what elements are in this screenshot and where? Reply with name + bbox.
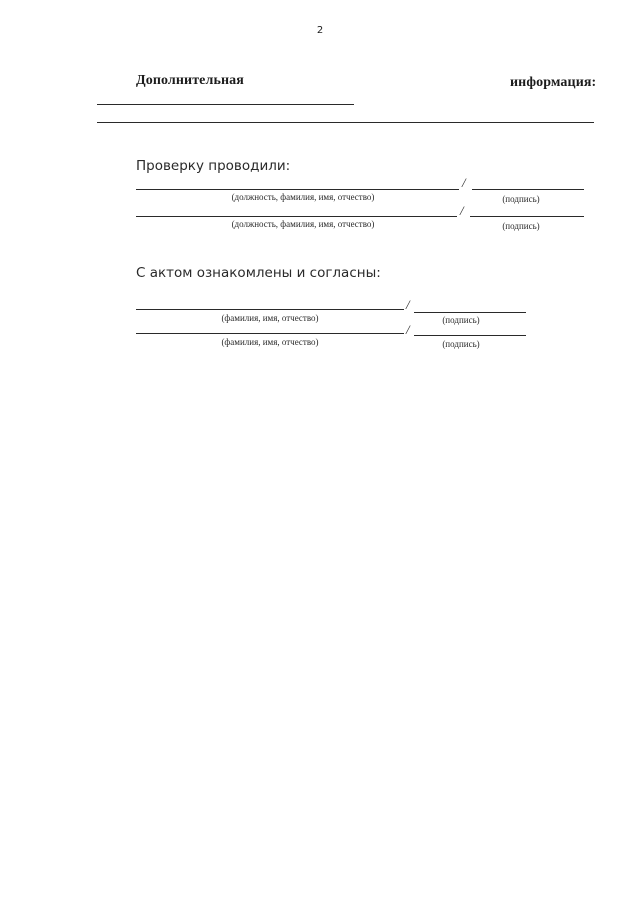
additional-info-line-2 xyxy=(97,122,594,123)
acknowledgement-separator: / xyxy=(406,297,410,312)
inspection-separator: / xyxy=(462,175,466,190)
acknowledgement-separator: / xyxy=(406,322,410,337)
inspection-name-caption: (должность, фамилия, имя, отчество) xyxy=(231,192,375,202)
additional-info-line-1 xyxy=(97,104,354,105)
inspection-signature-caption: (подпись) xyxy=(502,194,540,204)
inspection-name-line xyxy=(136,216,457,217)
inspection-signature-caption: (подпись) xyxy=(502,221,540,231)
additional-info-label-left: Дополнительная xyxy=(136,73,244,88)
acknowledgement-signature-line xyxy=(414,312,526,313)
acknowledgement-name-line xyxy=(136,309,404,310)
page-number: 2 xyxy=(316,25,324,36)
acknowledgement-signature-line xyxy=(414,335,526,336)
inspection-separator: / xyxy=(460,203,464,218)
additional-info-label-right: информация: xyxy=(510,75,597,90)
acknowledgement-signature-caption: (подпись) xyxy=(442,339,480,349)
inspection-signature-line xyxy=(470,216,584,217)
acknowledgement-title: С актом ознакомлены и согласны: xyxy=(136,265,381,281)
inspection-name-line xyxy=(136,189,459,190)
inspection-signature-line xyxy=(472,189,584,190)
acknowledgement-signature-caption: (подпись) xyxy=(442,315,480,325)
inspection-title: Проверку проводили: xyxy=(136,158,291,174)
acknowledgement-name-caption: (фамилия, имя, отчество) xyxy=(221,313,319,323)
acknowledgement-name-caption: (фамилия, имя, отчество) xyxy=(221,337,319,347)
inspection-name-caption: (должность, фамилия, имя, отчество) xyxy=(231,219,375,229)
acknowledgement-name-line xyxy=(136,333,404,334)
